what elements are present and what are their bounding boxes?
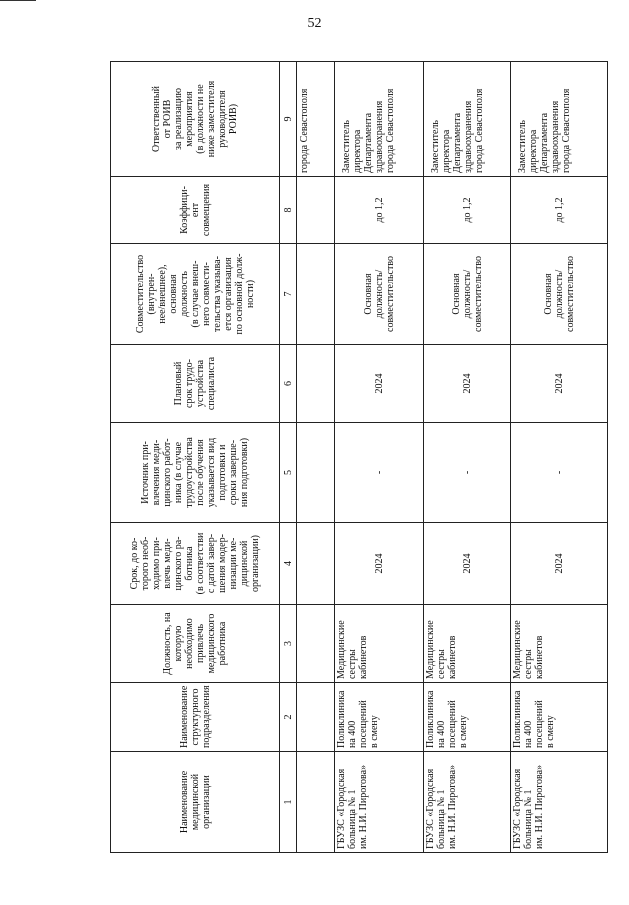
planned-term-cell: 2024 — [511, 345, 608, 423]
column-number: 1 — [280, 752, 297, 853]
coefficient-cell: до 1,2 — [511, 177, 608, 244]
top-rule — [0, 0, 36, 1]
division-cell: Поликлиника на 400 посещений в смену — [424, 683, 511, 752]
empty-cell — [297, 423, 335, 523]
continuation-text: города Севастополя — [297, 62, 335, 177]
column-number-row — [280, 62, 297, 853]
header-combination: Совместительство (внутрен- нее/внешнее), основная должность (в случае внеш- него совмести- тельства указыва- ется организация по основной долж- ности) — [111, 244, 280, 345]
combination-cell: Основная должность/ совместительство — [335, 244, 424, 345]
position-cell: Медицинские сестры кабинетов — [335, 605, 424, 683]
column-number: 5 — [280, 423, 297, 523]
staffing-table — [110, 61, 608, 853]
responsible-cell: Заместитель директора Департамента здравоохранения города Севастополя — [511, 62, 608, 177]
column-number: 2 — [280, 683, 297, 752]
header-coefficient: Коэффици- ент совмещения — [111, 177, 280, 244]
table-row — [511, 62, 608, 853]
empty-cell — [297, 523, 335, 605]
source-cell: - — [511, 423, 608, 523]
rotated-table-container — [110, 62, 607, 853]
table-row — [424, 62, 511, 853]
source-cell: - — [424, 423, 511, 523]
organization-cell: ГБУЗС «Городская больница № 1 им. Н.И. Пирогова» — [511, 752, 608, 853]
empty-cell — [297, 752, 335, 853]
continuation-row — [297, 62, 335, 853]
combination-cell: Основная должность/ совместительство — [424, 244, 511, 345]
page-number: 52 — [307, 16, 322, 31]
header-planned-term: Плановый срок трудо- устройства специалиста — [111, 345, 280, 423]
empty-cell — [297, 244, 335, 345]
table-row — [335, 62, 424, 853]
deadline-cell: 2024 — [335, 523, 424, 605]
header-responsible: Ответственный от РОИВ за реализацию мероприятия (в должности не ниже заместителя руководителя РОИВ) — [111, 62, 280, 177]
column-number: 9 — [280, 62, 297, 177]
coefficient-cell: до 1,2 — [335, 177, 424, 244]
coefficient-cell: до 1,2 — [424, 177, 511, 244]
column-number: 6 — [280, 345, 297, 423]
column-number: 3 — [280, 605, 297, 683]
column-number: 8 — [280, 177, 297, 244]
header-organization: Наименование медицинской организации — [111, 752, 280, 853]
empty-cell — [297, 683, 335, 752]
empty-cell — [297, 605, 335, 683]
deadline-cell: 2024 — [511, 523, 608, 605]
combination-cell: Основная должность/ совместительство — [511, 244, 608, 345]
column-number: 4 — [280, 523, 297, 605]
division-cell: Поликлиника на 400 посещений в смену — [511, 683, 608, 752]
responsible-cell: Заместитель директора Департамента здравоохранения города Севастополя — [335, 62, 424, 177]
position-cell: Медицинские сестры кабинетов — [511, 605, 608, 683]
header-source: Источник при- влечения меди- цинского работ- ника (в случае трудоустройства после обучения указывается вид подготовки и сроки заверше- ния подготовки) — [111, 423, 280, 523]
header-position: Должность, на которую необходимо привлечь медицинского работника — [111, 605, 280, 683]
column-number: 7 — [280, 244, 297, 345]
empty-cell — [297, 177, 335, 244]
header-division: Наименование структурного подразделения — [111, 683, 280, 752]
planned-term-cell: 2024 — [335, 345, 424, 423]
position-cell: Медицинские сестры кабинетов — [424, 605, 511, 683]
organization-cell: ГБУЗС «Городская больница № 1 им. Н.И. Пирогова» — [335, 752, 424, 853]
empty-cell — [297, 345, 335, 423]
header-deadline: Срок, до ко- торого необ- ходимо при- влечь меди- цинского ра- ботника (в соответстви с датой завер- шения модер- низации ме- дицинской организации) — [111, 523, 280, 605]
deadline-cell: 2024 — [424, 523, 511, 605]
source-cell: - — [335, 423, 424, 523]
organization-cell: ГБУЗС «Городская больница № 1 им. Н.И. Пирогова» — [424, 752, 511, 853]
division-cell: Поликлиника на 400 посещений в смену — [335, 683, 424, 752]
planned-term-cell: 2024 — [424, 345, 511, 423]
header-row — [111, 62, 280, 853]
responsible-cell: Заместитель директора Департамента здравоохранения города Севастополя — [424, 62, 511, 177]
